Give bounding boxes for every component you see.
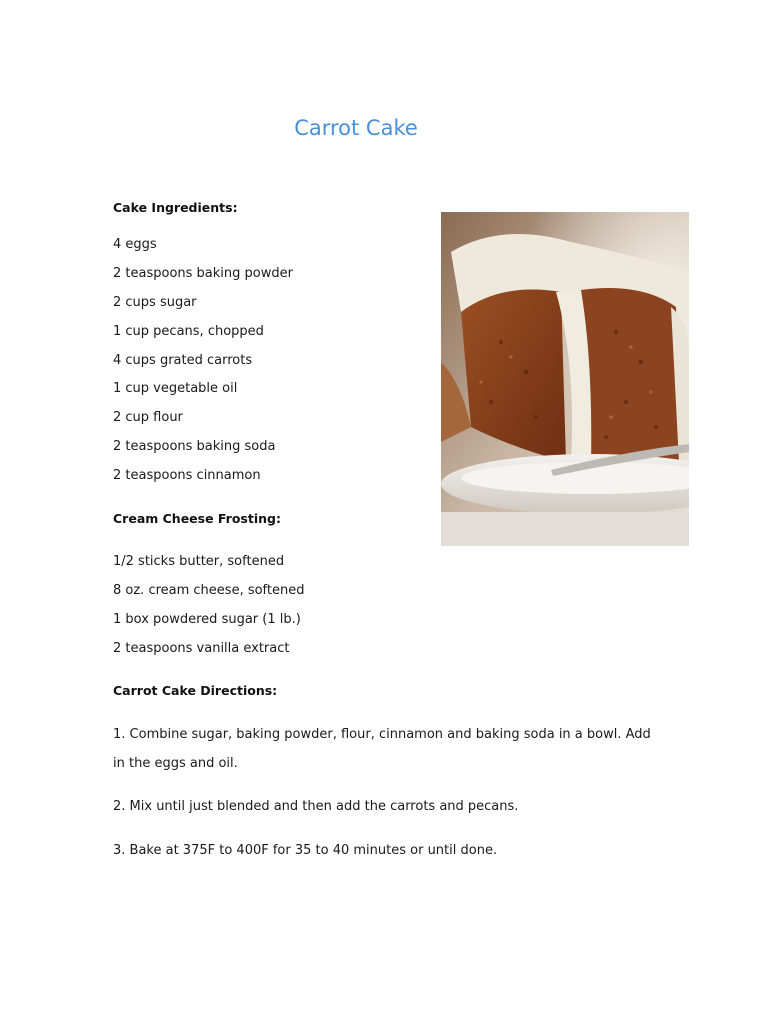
frosting-item: 8 oz. cream cheese, softened (113, 583, 305, 598)
frosting-heading: Cream Cheese Frosting: (113, 511, 281, 526)
frosting-item: 2 teaspoons vanilla extract (113, 641, 290, 656)
carrot-cake-photo (441, 212, 689, 546)
ingredient-item: 4 cups grated carrots (113, 353, 253, 368)
ingredient-item: 1 cup vegetable oil (113, 381, 238, 396)
cake-ingredients-heading: Cake Ingredients: (113, 200, 238, 215)
ingredient-item: 2 teaspoons baking soda (113, 439, 276, 454)
ingredient-item: 2 cup flour (113, 410, 183, 425)
ingredient-item: 1 cup pecans, chopped (113, 324, 264, 339)
page-title: Carrot Cake (294, 116, 418, 140)
frosting-item: 1/2 sticks butter, softened (113, 554, 285, 569)
ingredient-item: 4 eggs (113, 237, 157, 252)
direction-step: 3. Bake at 375F to 400F for 35 to 40 minutes or until done. (113, 843, 498, 858)
directions-heading: Carrot Cake Directions: (113, 683, 278, 698)
ingredient-item: 2 teaspoons cinnamon (113, 468, 261, 483)
ingredient-item: 2 teaspoons baking powder (113, 266, 293, 281)
cake-illustration (441, 212, 689, 546)
direction-step: 2. Mix until just blended and then add the carrots and pecans. (113, 799, 519, 814)
direction-step: 1. Combine sugar, baking powder, flour, cinnamon and baking soda in a bowl. Add in the eggs and oil. (113, 727, 651, 771)
frosting-item: 1 box powdered sugar (1 lb.) (113, 612, 301, 627)
ingredient-item: 2 cups sugar (113, 295, 197, 310)
